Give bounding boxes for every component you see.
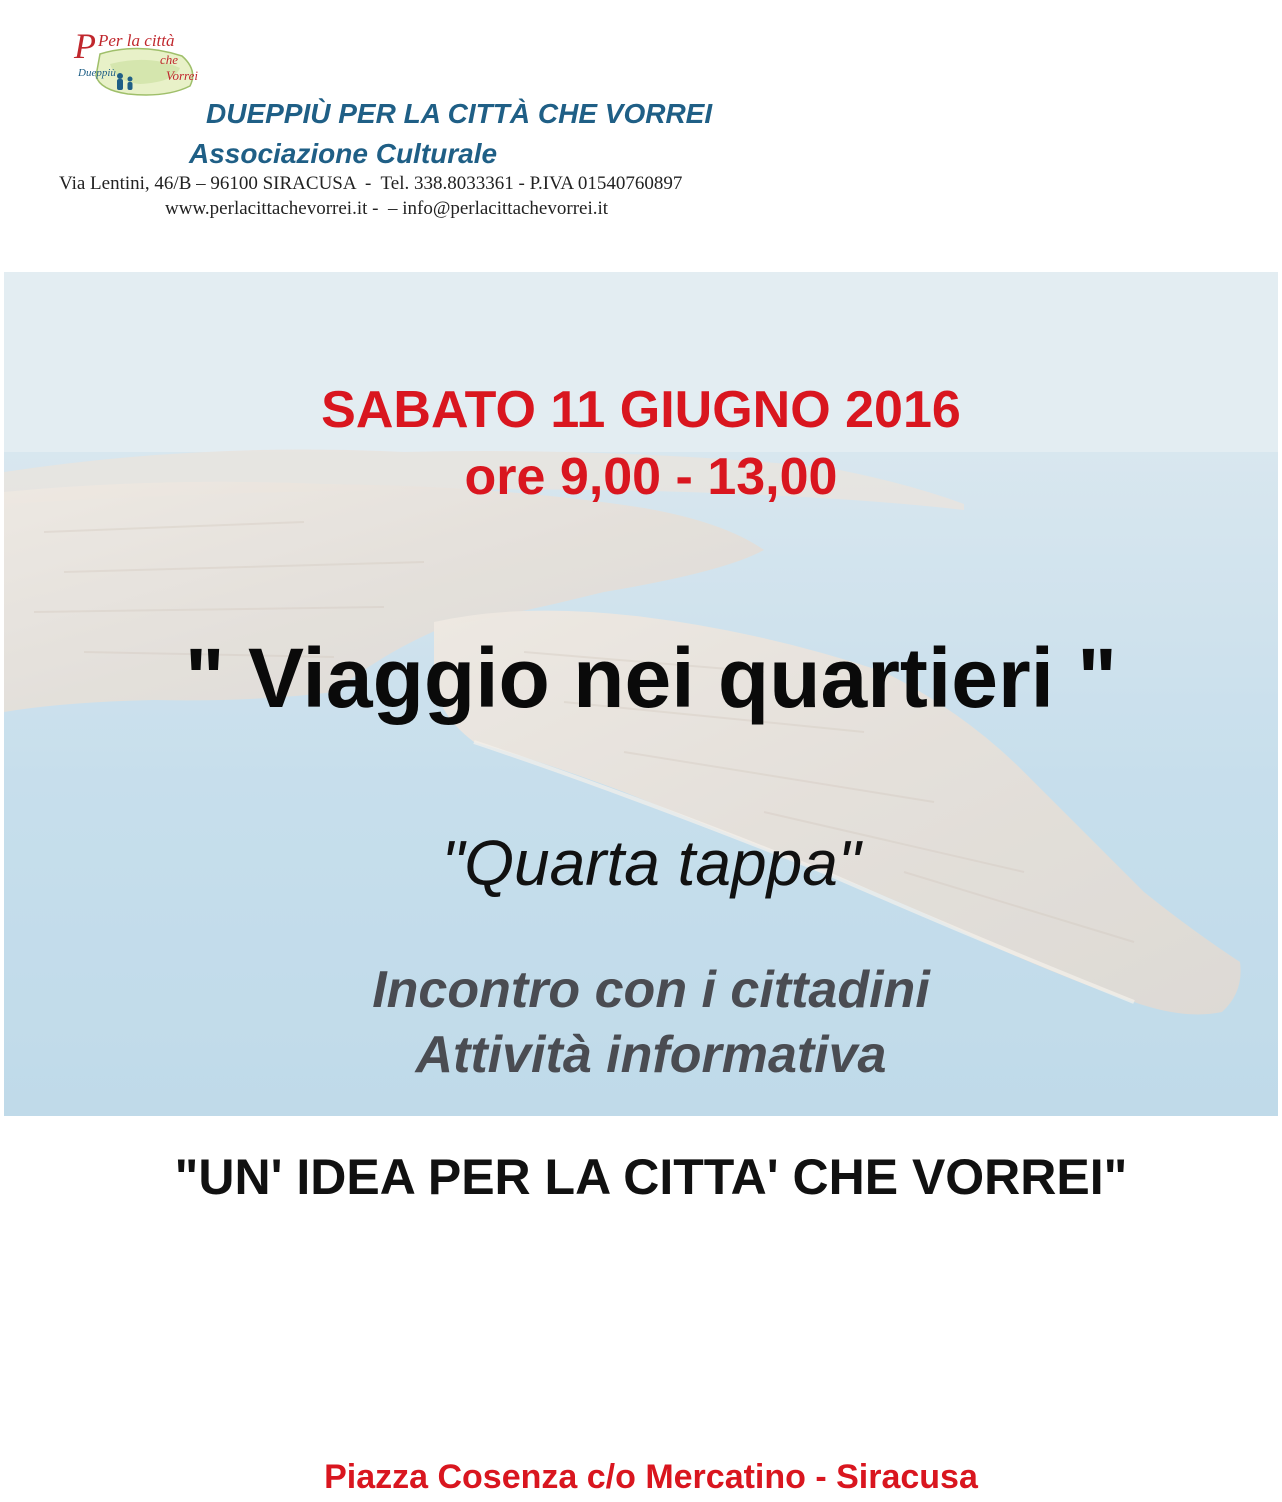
event-title: " Viaggio nei quartieri ": [184, 631, 1118, 725]
activity-meeting: Incontro con i cittadini: [372, 961, 930, 1019]
logo-text-dueppiu: Dueppiù: [78, 67, 116, 79]
slogan: "UN' IDEA PER LA CITTA' CHE VORREI": [174, 1149, 1128, 1205]
logo-text-vorrei: Vorrei: [166, 68, 199, 83]
logo-text-per-la-citta: Per la città: [98, 31, 175, 50]
event-time: ore 9,00 - 13,00: [464, 448, 838, 506]
event-location: Piazza Cosenza c/o Mercatino - Siracusa: [324, 1458, 978, 1496]
activity-information: Attività informativa: [415, 1026, 887, 1084]
web-contact-line: www.perlacittachevorrei.it - – info@perlacittachevorrei.it: [165, 198, 609, 219]
logo-letter-p: P: [74, 26, 96, 66]
event-date: SABATO 11 GIUGNO 2016: [321, 381, 961, 439]
association-type: Associazione Culturale: [189, 138, 498, 169]
logo-text-che: che: [160, 52, 179, 67]
address-line: Via Lentini, 46/B – 96100 SIRACUSA - Tel. 338.8033361 - P.IVA 01540760897: [59, 173, 683, 194]
event-subtitle: "Quarta tappa": [441, 827, 861, 899]
association-name: DUEPPIÙ PER LA CITTÀ CHE VORREI: [206, 98, 713, 129]
association-logo: [70, 24, 206, 104]
